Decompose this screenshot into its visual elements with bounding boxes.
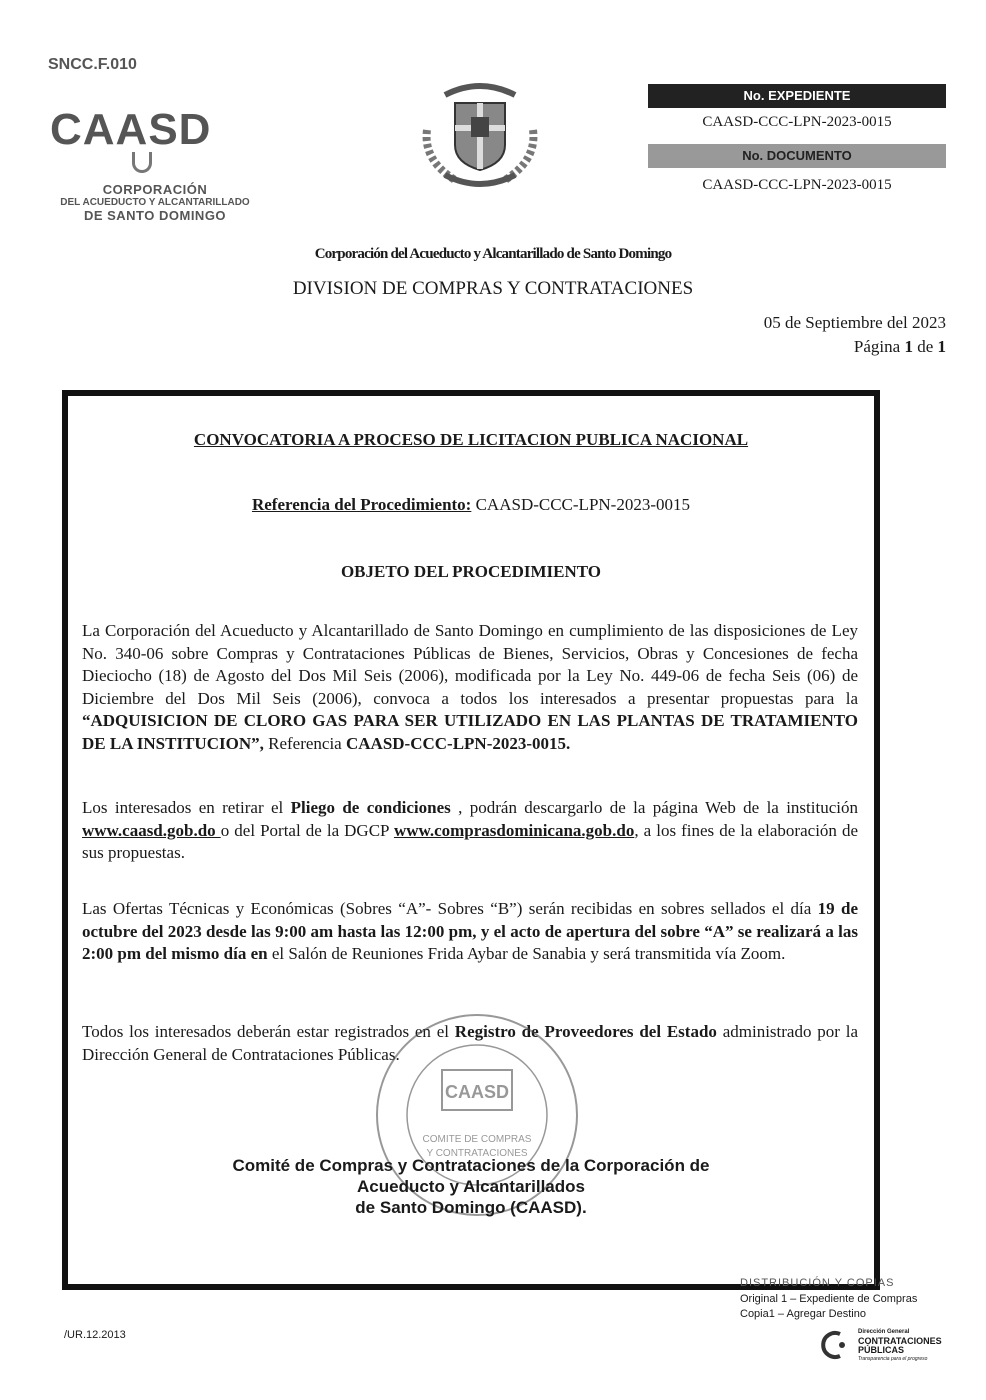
- p4-text: Todos los interesados deberán estar registrados en el: [82, 1022, 455, 1041]
- reference-value: CAASD-CCC-LPN-2023-0015: [471, 495, 690, 514]
- reference-label: Referencia del Procedimiento:: [251, 495, 472, 514]
- signature-block: [62, 1155, 880, 1218]
- page-total: 1: [937, 337, 946, 356]
- logo-line-2: DEL ACUEDUCTO Y ALCANTARILLADO: [60, 197, 250, 208]
- dgcp-line-2: CONTRATACIONES: [858, 1336, 942, 1346]
- paragraph-download: [82, 797, 858, 865]
- signature-line-2: Acueducto y Alcantarillados: [357, 1177, 585, 1196]
- stamp-line-2: Y CONTRATACIONES: [426, 1148, 528, 1159]
- page-current: 1: [904, 337, 913, 356]
- dgcp-mark-icon: [818, 1330, 854, 1360]
- p2-text-4: , a los fines de la elaboración de sus propuestas.: [82, 820, 859, 862]
- p1-text: La Corporación del Acueducto y Alcantarillado de Santo Domingo en cumplimiento de las disposiciones de Ley No. 340-06 sobre Compras y Contrataciones Públicas de Bienes, Servicios, Obras y Concesiones de fecha Dieciocho (18) de Agosto del Dos Mil Seis (2006), modificada por la Ley No. 449-06 de fecha Seis (06) de Diciembre del Dos Mil Seis (2006), convoca a todos los interesados a presentar propuestas para la: [82, 621, 858, 708]
- dgcp-line-1: Dirección General: [858, 1329, 910, 1335]
- paragraph-intro: [82, 620, 858, 755]
- reference-line: [62, 495, 880, 515]
- dgcp-portal-link[interactable]: www.comprasdominicana.gob.do: [393, 820, 635, 840]
- offer-schedule: 19 de octubre del 2023 desde las 9:00 am hasta las 12:00 pm, y el acto de apertura del sobre “A” se realizará a las 2:00 pm del mismo día en: [82, 899, 859, 963]
- distribution-title: DISTRIBUCIÓN Y COPIAS: [740, 1277, 895, 1289]
- p2-text-2: , podrán descargarlo de la página Web de la institución: [450, 798, 858, 817]
- paragraph-offers: [82, 898, 858, 966]
- supplier-registry: Registro de Proveedores del Estado: [454, 1022, 717, 1041]
- page-separator: de: [912, 337, 938, 356]
- documento-value: CAASD-CCC-LPN-2023-0015: [702, 177, 892, 193]
- page-prefix: Página: [853, 337, 905, 356]
- caasd-logo: [50, 105, 280, 223]
- dgcp-line-3: PÚBLICAS: [858, 1345, 905, 1355]
- procurement-reference: CAASD-CCC-LPN-2023-0015.: [345, 733, 571, 753]
- p3-text: Las Ofertas Técnicas y Económicas (Sobres “A”- Sobres “B”) serán recibidas en sobres sellados el día: [82, 899, 818, 918]
- logo-line-3: DE SANTO DOMINGO: [83, 208, 227, 223]
- notice-title: CONVOCATORIA A PROCESO DE LICITACION PUBLICA NACIONAL: [193, 430, 749, 449]
- logo-mark: CAASD: [50, 105, 212, 154]
- p3-text-2: el Salón de Reuniones Frida Aybar de Sanabia y será transmitida vía Zoom.: [267, 944, 786, 963]
- p2-text: Los interesados en retirar el: [82, 798, 291, 817]
- distribution-copy: Copia1 – Agregar Destino: [740, 1308, 866, 1320]
- signature-line-1: Comité de Compras y Contrataciones de la Corporación de: [232, 1156, 710, 1175]
- stamp-center: CAASD: [444, 1082, 510, 1102]
- footer-code: /UR.12.2013: [64, 1329, 126, 1341]
- page-number: [854, 337, 946, 357]
- pliego-label: Pliego de condiciones: [290, 798, 451, 817]
- dgcp-line-4: Transparencia para el progreso: [858, 1356, 928, 1362]
- stamp-line-1: COMITE DE COMPRAS: [422, 1134, 532, 1145]
- water-drop-icon: [132, 152, 152, 173]
- object-title: OBJETO DEL PROCEDIMIENTO: [340, 562, 602, 581]
- procurement-object: “ADQUISICION DE CLORO GAS PARA SER UTILIZADO EN LAS PLANTAS DE TRATAMIENTO DE LA INSTITUCION”,: [82, 711, 858, 753]
- expediente-value: CAASD-CCC-LPN-2023-0015: [702, 114, 892, 130]
- expediente-label: No. EXPEDIENTE: [648, 84, 946, 108]
- documento-label: No. DOCUMENTO: [648, 144, 946, 168]
- dgcp-logo: [818, 1328, 942, 1364]
- form-code: SNCC.F.010: [48, 56, 137, 73]
- document-date: 05 de Septiembre del 2023: [763, 313, 946, 332]
- logo-line-1: CORPORACIÓN: [102, 182, 208, 197]
- distribution-original: Original 1 – Expediente de Compras: [740, 1293, 918, 1305]
- division-name: DIVISION DE COMPRAS Y CONTRATACIONES: [292, 278, 694, 299]
- p4-text-2: administrado por la Dirección General de Contrataciones Públicas.: [82, 1022, 858, 1064]
- organization-name: Corporación del Acueducto y Alcantarillado de Santo Domingo: [314, 246, 672, 262]
- caasd-website-link[interactable]: www.caasd.gob.do: [82, 820, 221, 840]
- p2-text-3: o del Portal de la DGCP: [220, 820, 394, 840]
- signature-line-3: de Santo Domingo (CAASD).: [355, 1198, 587, 1217]
- coat-of-arms-icon: [415, 75, 545, 195]
- p1-text-2: Referencia: [263, 733, 346, 753]
